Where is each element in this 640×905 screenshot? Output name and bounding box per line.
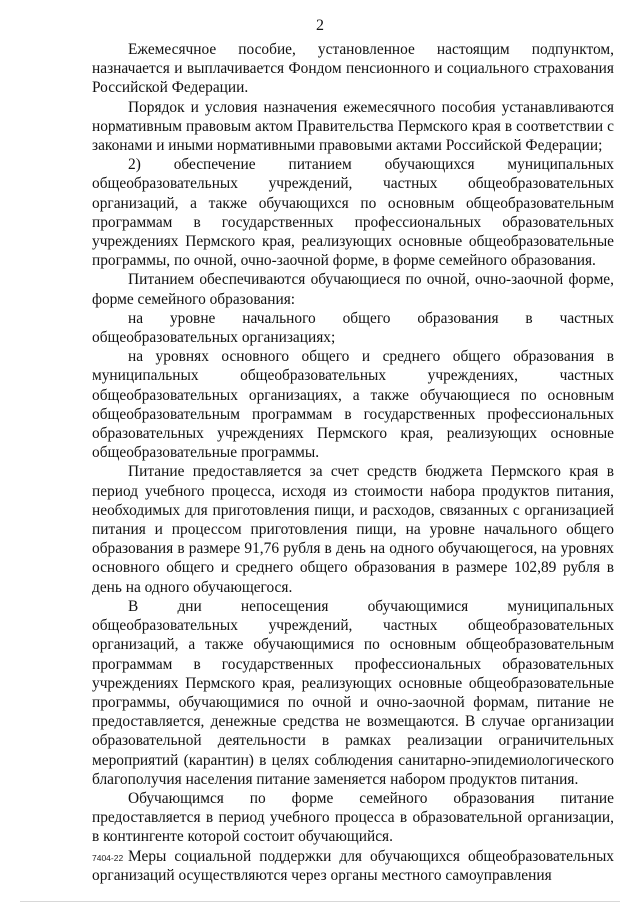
paragraph-allowance-procedure: Порядок и условия назначения ежемесячного пособия устанавливаются нормативным правовым актом Правительства Пермского края в соответствии с законами и иными нормативными правовыми актами Российской Федерации; xyxy=(92,98,614,155)
paragraph-nonattendance: В дни непосещения обучающимися муниципальных общеобразовательных учреждений, частных общеобразовательных организаций, а также обучающимися по основным общеобразовательным программам в государственных профессиональных образовательных учреждениях Пермского края, реализующих основные общеобразовательные программы, обучающимися по очной и очно-заочной формам, питание не предоставляется, денежные средства не возмещаются. В случае организации образовательной деятельности в рамках реализации ограничительных мероприятий (карантин) в целях соблюдения санитарно-эпидемиологического благополучия населения питание заменяется набором продуктов питания. xyxy=(92,597,614,788)
paragraph-family-education: Обучающимся по форме семейного образования питание предоставляется в период учебного процесса в образовательной организации, в контингенте которой состоит обучающийся. xyxy=(92,789,614,846)
document-body xyxy=(92,40,614,885)
paragraph-primary-level: на уровне начального общего образования в частных общеобразовательных организациях; xyxy=(92,309,614,347)
paragraph-secondary-levels: на уровнях основного общего и среднего общего образования в муниципальных общеобразовательных учреждениях, частных общеобразовательных организациях, а также обучающиеся по основным общеобразовательным программам в государственных профессиональных образовательных учреждениях Пермского края, реализующих основные общеобразовательные программы. xyxy=(92,348,614,462)
paragraph-support-measures: Меры социальной поддержки для обучающихся общеобразовательных организаций осуществляются через органы местного самоуправления xyxy=(92,847,614,884)
paragraph-meal-funding: Питание предоставляется за счет средств бюджета Пермского края в период учебного процесса, исходя из стоимости набора продуктов питания, необходимых для приготовления пищи, и расходов, связанных с организацией питания и процессом приготовления пищи, на уровне начального общего образования в размере 91,76 рубля в день на одного обучающегося, на уровнях основного общего и среднего общего образования в размере 102,89 рубля в день на одного обучающегося. xyxy=(92,463,614,596)
paragraph-meals-eligibility: Питанием обеспечиваются обучающиеся по очной, очно-заочной форме, форме семейного образования: xyxy=(92,271,614,308)
paragraph-item-2-meals: 2) обеспечение питанием обучающихся муниципальных общеобразовательных учреждений, частных общеобразовательных организаций, а также обучающихся по основным общеобразовательным программам в государственных профессиональных образовательных учреждениях Пермского края, реализующих основные общеобразовательные программы, по очной, очно-заочной форме, в форме семейного образования. xyxy=(92,156,614,270)
paragraph-monthly-allowance: Ежемесячное пособие, установленное настоящим подпунктом, назначается и выплачивается Фондом пенсионного и социального страхования Российской Федерации. xyxy=(92,41,614,97)
document-code: 7404-22 xyxy=(92,853,124,863)
page-number: 2 xyxy=(316,17,324,34)
scan-edge-divider xyxy=(20,901,620,902)
